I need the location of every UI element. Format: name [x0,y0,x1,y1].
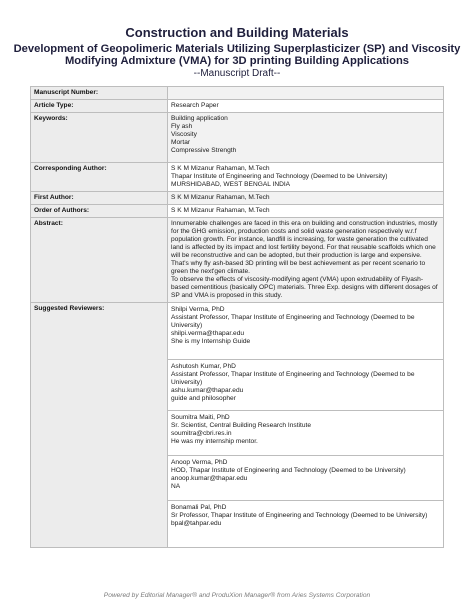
label-article-type: Article Type: [31,100,168,113]
reviewer-note: NA [171,483,181,490]
reviewer-name: Bonamali Pal, PhD [171,504,227,511]
row-abstract [31,218,444,303]
value-manuscript-number [168,87,444,100]
label-order-of-authors: Order of Authors: [31,205,168,218]
reviewer-name: Anoop Verma, PhD [171,459,228,466]
label-suggested-reviewers: Suggested Reviewers: [31,303,168,548]
reviewer-position: Sr Professor, Thapar Institute of Engineering and Technology (Deemed to be University) [171,512,428,519]
label-keywords: Keywords: [31,113,168,163]
row-manuscript-number [31,87,444,100]
reviewer-entry [168,456,444,501]
keyword-item: Mortar [171,139,191,146]
label-abstract: Abstract: [31,218,168,303]
reviewer-note: She is my Internship Guide [171,338,251,345]
label-manuscript-number: Manuscript Number: [31,87,168,100]
value-article-type: Research Paper [168,100,444,113]
title-line-2: Modifying Admixture (VMA) for 3D printing Building Applications [64,55,410,67]
reviewer-entry [168,360,444,411]
value-corresponding-author [168,163,444,192]
reviewer-email: soumitra@cbri.res.in [171,430,232,437]
manuscript-info-table [30,86,444,548]
author-location: MURSHIDABAD, WEST BENGAL INDIA [171,181,291,188]
row-order-of-authors [31,205,444,218]
reviewer-position: HOD, Thapar Institute of Engineering and Technology (Deemed to be University) [171,467,406,474]
title-line-1: Development of Geopolimeric Materials Utilizing Superplasticizer (SP) and Viscosity [13,43,461,55]
keyword-item: Compressive Strength [171,147,237,154]
keyword-item: Fly ash [171,123,193,130]
row-article-type [31,100,444,113]
value-abstract [168,218,444,303]
label-first-author: First Author: [31,192,168,205]
abstract-paragraph-1: Innumerable challenges are faced in this era on building and construction industries, mostly for the GHG emission, production costs and solid waste generation respectively w.r.f population growth. For instance, landfill is increasing, for waste generation the cultivated land is affected by its impact and lost fertility beyond. For that reusable scaffolds which one will be reconstructive and can be adopted, but their production is large and expensive. That's why fly ash-based 3D printing will be best achievement as per recent scenario to green the next'gen climate. [171,220,438,275]
reviewer-email: bpal@tahpar.edu [171,520,222,527]
reviewer-email: anoop.kumar@thapar.edu [171,475,248,482]
reviewer-name: Shilpi Verma, PhD [171,306,225,313]
page-footer: Powered by Editorial Manager® and ProduXion Manager® from Aries Systems Corporation [103,592,371,599]
reviewer-name: Soumitra Maiti, PhD [171,414,230,421]
reviewer-note: He was my internship mentor. [171,438,258,445]
row-first-author [31,192,444,205]
reviewer-entry [168,411,444,456]
author-name: S K M Mizanur Rahaman, M.Tech [171,165,270,172]
reviewer-position: Assistant Professor, Thapar Institute of Engineering and Technology (Deemed to be University) [171,371,415,386]
row-corresponding-author [31,163,444,192]
abstract-paragraph-2: To observe the effects of viscosity-modifying agent (VMA) upon extrudability of Flyash-based cementitious (basically OPC) materials. Three Exp. designs with different dosages of SP and VMA is proposed in this study. [171,276,438,299]
author-affiliation: Thapar Institute of Engineering and Technology (Deemed to be University) [171,173,388,180]
value-keywords [168,113,444,163]
reviewer-entry [168,303,444,360]
manuscript-title [0,43,474,67]
reviewer-position: Sr. Scientist, Central Building Research Institute [171,422,312,429]
reviewer-note: guide and philosopher [171,395,236,402]
keyword-item: Building application [171,115,228,122]
reviewer-entry [168,501,444,548]
reviewer-name: Ashutosh Kumar, PhD [171,363,236,370]
row-suggested-reviewers [31,303,444,360]
journal-name: Construction and Building Materials [125,25,349,40]
reviewer-email: ashu.kumar@thapar.edu [171,387,244,394]
row-keywords [31,113,444,163]
draft-label: --Manuscript Draft-- [193,68,281,79]
value-order-of-authors: S K M Mizanur Rahaman, M.Tech [168,205,444,218]
reviewer-position: Assistant Professor, Thapar Institute of Engineering and Technology (Deemed to be University) [171,314,415,329]
reviewer-email: shilpi.verma@thapar.edu [171,330,245,337]
value-first-author: S K M Mizanur Rahaman, M.Tech [168,192,444,205]
label-corresponding-author: Corresponding Author: [31,163,168,192]
keyword-item: Viscosity [171,131,197,138]
